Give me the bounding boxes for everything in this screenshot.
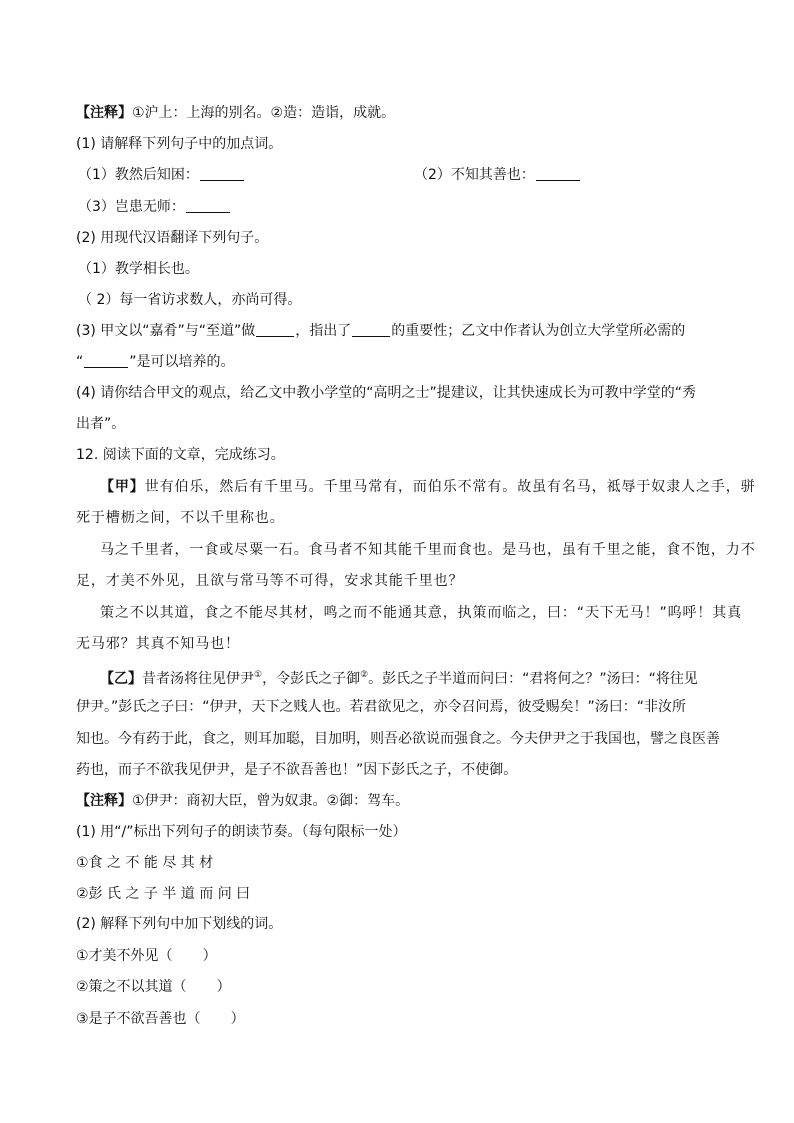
note-line [76,103,395,123]
q2-prompt: (2) 用现代汉语翻译下列句子。 [76,230,269,246]
q3-text: “ [76,354,84,370]
yi-text: ，令彭氏之子御 [262,671,361,687]
q1-item2: （2）不知其善也： [414,167,535,183]
answer-blank[interactable] [200,166,244,181]
jia-line: 足，才美不外见，且欲与常马等不可得，安求其能千里也？ [76,573,464,589]
jia-line: 死于槽枥之间，不以千里称也。 [76,510,285,526]
q1-item1: （1）教然后知困： [78,167,199,183]
footnote-marker: ① [254,670,263,680]
q3-line1 [76,321,685,341]
sq2-item-b [76,977,231,997]
sq2-item-c [76,1009,245,1029]
sq1-item-a: ①食 之 不 能 尽 其 材 [76,855,214,871]
jia-line [100,477,756,497]
sq2-item-a [76,946,217,966]
q1-item3-row [78,197,231,217]
sq2-text: ①才美不外见（ [76,948,173,964]
jia-line: 策之不以其道，食之不能尽其材，鸣之而不能通其意，执策而临之，曰：“天下无马！”呜呼！其真 [100,605,743,621]
yi-line: 伊尹。”彭氏之子曰：“伊尹，天下之贱人也。若君欲见之，亦令召问焉，彼受赐矣！”汤曰：“非汝所 [76,699,687,715]
close-paren: ） [202,948,217,964]
q1-item3: （3）岂患无师： [78,199,185,215]
sq2-text: ③是子不欲吾善也（ [76,1011,201,1027]
q4-line1: (4) 请你结合甲文的观点，给乙文中教小学堂的“高明之士”提建议，让其快速成长为可教中学堂的“秀 [76,385,697,401]
q1-prompt: (1) 请解释下列句子中的加点词。 [76,136,283,152]
sq2-prompt: (2) 解释下列句中加下划线的词。 [76,916,283,932]
q4-line2: 出者”。 [76,416,126,432]
q2-item1: （1）教学相长也。 [78,261,199,277]
close-paren: ） [216,979,231,995]
note-label: 【注释】 [76,105,132,121]
note-text: ①伊尹：商初大臣，曾为奴隶。②御：驾车。 [132,793,410,809]
yi-line [100,665,698,689]
q1-item2-wrap [414,165,581,185]
sq1-prompt: (1) 用“/”标出下列句子的朗读节奏。（每句限标一处） [76,824,407,840]
q3-text: (3) 甲文以“嘉肴”与“至道”做 [76,323,256,339]
answer-blank[interactable] [84,353,128,368]
q3-line2 [76,352,235,372]
answer-blank[interactable] [536,166,580,181]
sq2-text: ②策之不以其道（ [76,979,187,995]
q2-item2: （ 2）每一省访求数人，亦尚可得。 [78,292,302,308]
yi-line: 药也，而子不欲我见伊尹，是子不欲吾善也！”因下彭氏之子，不使御。 [76,762,518,778]
yi-text: 。彭氏之子半道而问曰：“君将何之？”汤曰：“将往见 [368,671,698,687]
yi-line: 知也。今有药于此，食之，则耳加聪，目加明，则吾必欲说而强食之。今夫伊尹之于我国也，譬之良医善 [76,731,720,747]
q3-text: 的重要性；乙文中作者认为创立大学堂所必需的 [391,323,686,339]
yi-label: 【乙】 [100,671,142,687]
jia-text: 世有伯乐，然后有千里马。千里马常有，而伯乐不常有。故虽有名马，祗辱于奴隶人之手，骈 [144,479,756,495]
footnote-marker: ② [360,670,369,680]
jia-line: 马之千里者，一食或尽粟一石。食马者不知其能千里而食也。是马也，虽有千里之能，食不饱，力不 [100,542,756,558]
close-paren: ） [230,1011,245,1027]
q3-text: ”是可以培养的。 [129,354,235,370]
q1-items-row [78,165,718,185]
sq1-item-b: ②彭 氏 之 子 半 道 而 问 曰 [76,886,251,902]
jia-label: 【甲】 [100,479,145,495]
note-label: 【注释】 [76,793,132,809]
q12-title: 12. 阅读下面的文章，完成练习。 [76,447,285,463]
jia-line: 无马邪？其真不知马也！ [76,636,240,652]
note-line [76,791,409,811]
yi-text: 昔者汤将往见伊尹 [142,671,254,687]
answer-blank[interactable] [352,322,390,337]
note-text: ①沪上：上海的别名。②造：造诣，成就。 [132,105,396,121]
answer-blank[interactable] [256,322,294,337]
q3-text: ，指出了 [295,323,352,339]
answer-blank[interactable] [186,198,230,213]
